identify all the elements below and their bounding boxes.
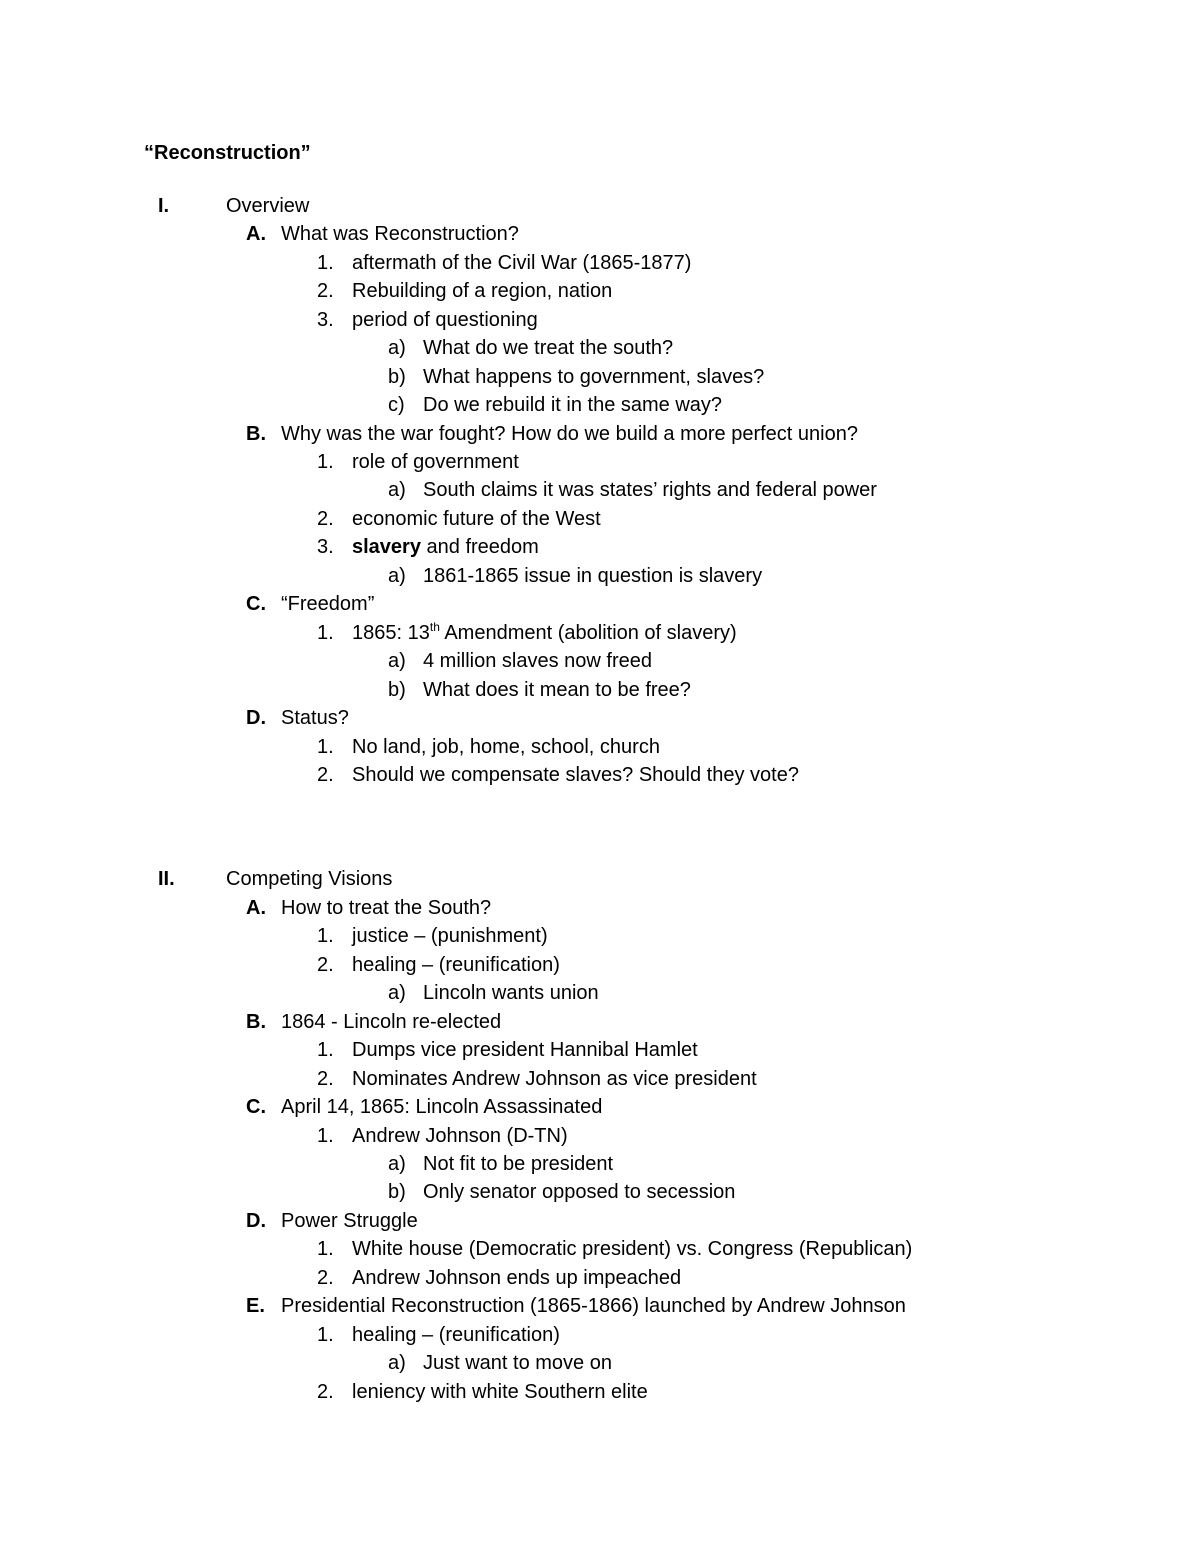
outline-marker: 2.	[317, 764, 334, 786]
outline-text	[352, 1378, 648, 1406]
bold-term: slavery	[352, 536, 421, 558]
superscript: th	[429, 620, 440, 634]
outline-text-main: Rebuilding of a region, nation	[352, 280, 613, 302]
outline-marker: 2.	[317, 1068, 334, 1090]
outline-text	[352, 1321, 560, 1349]
outline-marker: 2.	[317, 1381, 334, 1403]
outline-marker: 1.	[317, 1238, 334, 1260]
outline-text-main: Only senator opposed to secession	[423, 1181, 736, 1203]
outline-marker: b)	[388, 679, 406, 701]
outline-text-main: Presidential Reconstruction (1865-1866) launched by Andrew Johnson	[281, 1295, 906, 1317]
outline-marker: a)	[388, 982, 406, 1004]
outline-text	[281, 590, 374, 618]
outline-marker: 3.	[317, 536, 334, 558]
outline-text-main: 4 million slaves now freed	[423, 650, 652, 672]
outline-text-main: Why was the war fought? How do we build a more perfect union?	[281, 423, 858, 445]
outline-text-main: Do we rebuild it in the same way?	[423, 394, 723, 416]
outline-text	[281, 420, 858, 448]
outline-marker: 1.	[317, 736, 334, 758]
outline-text	[423, 562, 762, 590]
outline-text	[423, 979, 599, 1007]
outline-text-main: justice – (punishment)	[352, 925, 548, 947]
outline-text	[281, 1292, 906, 1320]
outline-marker: I.	[158, 195, 170, 217]
outline-text	[281, 704, 349, 732]
outline-marker: 1.	[317, 925, 334, 947]
outline-marker: C.	[246, 593, 266, 615]
outline-text	[352, 505, 601, 533]
outline-text-main: Andrew Johnson (D-TN)	[352, 1125, 568, 1147]
outline-text-main: and freedom	[420, 536, 539, 558]
outline-text	[226, 865, 392, 893]
outline-text-main: leniency with white Southern elite	[352, 1381, 648, 1403]
outline-text	[352, 306, 538, 334]
outline-marker: a)	[388, 479, 406, 501]
outline-text-main: How to treat the South?	[281, 897, 492, 919]
outline-marker: B.	[246, 423, 266, 445]
outline-marker: c)	[388, 394, 405, 416]
outline-marker: 1.	[317, 252, 334, 274]
outline-text	[352, 277, 612, 305]
outline-marker: D.	[246, 1210, 266, 1232]
outline-text-main: Nominates Andrew Johnson as vice president	[352, 1068, 757, 1090]
outline-marker: a)	[388, 565, 406, 587]
outline-text-main: Just want to move on	[423, 1352, 612, 1374]
outline-marker: 1.	[317, 622, 334, 644]
outline-text	[423, 391, 722, 419]
outline-text-main: What happens to government, slaves?	[423, 366, 765, 388]
outline-text-main: role of government	[352, 451, 519, 473]
outline-text	[352, 761, 799, 789]
outline-text-main: Lincoln wants union	[423, 982, 599, 1004]
outline-text	[423, 476, 877, 504]
outline-text-main: White house (Democratic president) vs. Congress (Republican)	[352, 1238, 913, 1260]
outline-text-main: Not fit to be president	[423, 1153, 614, 1175]
outline-text	[423, 334, 673, 362]
outline-text	[352, 533, 539, 561]
outline-text	[281, 1093, 602, 1121]
outline-text-main: 1864 - Lincoln re-elected	[281, 1011, 502, 1033]
outline-text-main: Dumps vice president Hannibal Hamlet	[352, 1039, 698, 1061]
outline-text-main: April 14, 1865: Lincoln Assassinated	[281, 1096, 603, 1118]
outline-text	[226, 192, 309, 220]
outline-text-main: Power Struggle	[281, 1210, 418, 1232]
outline-text	[352, 1235, 912, 1263]
outline-text-main: Overview	[226, 195, 310, 217]
outline-marker: 1.	[317, 1125, 334, 1147]
outline-text-main: Andrew Johnson ends up impeached	[352, 1267, 682, 1289]
outline-text-main: healing – (reunification)	[352, 954, 560, 976]
outline-text-main: aftermath of the Civil War (1865-1877)	[352, 252, 692, 274]
outline-text	[423, 1178, 735, 1206]
outline-text-after: Amendment (abolition of slavery)	[439, 622, 737, 644]
outline-marker: C.	[246, 1096, 266, 1118]
outline-marker: a)	[388, 337, 406, 359]
outline-text	[352, 1065, 757, 1093]
outline-marker: 1.	[317, 1324, 334, 1346]
outline-text-main: economic future of the West	[352, 508, 601, 530]
outline-text	[352, 249, 691, 277]
outline-text	[352, 922, 548, 950]
outline-marker: b)	[388, 366, 406, 388]
outline-marker: b)	[388, 1181, 406, 1203]
outline-text	[281, 1207, 418, 1235]
outline-text-main: What does it mean to be free?	[423, 679, 691, 701]
outline-text-main: “Freedom”	[281, 593, 375, 615]
outline-text-main: What do we treat the south?	[423, 337, 674, 359]
outline-text	[281, 220, 519, 248]
outline-marker: a)	[388, 1153, 406, 1175]
outline-text	[423, 1349, 612, 1377]
outline-text	[352, 1122, 568, 1150]
outline-text	[352, 1036, 698, 1064]
outline-text	[423, 647, 652, 675]
outline-marker: D.	[246, 707, 266, 729]
outline-text-main: 1861-1865 issue in question is slavery	[423, 565, 763, 587]
outline-text-main: South claims it was states’ rights and federal power	[423, 479, 877, 501]
outline-text	[281, 894, 491, 922]
outline-text-main: period of questioning	[352, 309, 538, 331]
outline-text	[423, 676, 691, 704]
outline-text-main: healing – (reunification)	[352, 1324, 560, 1346]
outline-marker: E.	[246, 1295, 265, 1317]
outline-marker: 2.	[317, 508, 334, 530]
outline-marker: 1.	[317, 1039, 334, 1061]
outline-text	[423, 1150, 613, 1178]
outline-text	[281, 1008, 501, 1036]
outline-marker: B.	[246, 1011, 266, 1033]
outline-marker: II.	[158, 868, 175, 890]
outline-text-main: 1865: 13	[352, 622, 430, 644]
outline-text	[352, 951, 560, 979]
outline-marker: a)	[388, 650, 406, 672]
outline-text-main: Should we compensate slaves? Should they vote?	[352, 764, 799, 786]
outline-marker: 1.	[317, 451, 334, 473]
document-title: “Reconstruction”	[144, 142, 311, 164]
outline-marker: 3.	[317, 309, 334, 331]
outline-text	[423, 363, 764, 391]
outline-text-main: No land, job, home, school, church	[352, 736, 660, 758]
outline-text	[352, 619, 737, 647]
outline-text-main: Status?	[281, 707, 349, 729]
outline-text-main: Competing Visions	[226, 868, 393, 890]
outline-text	[352, 733, 660, 761]
outline-marker: a)	[388, 1352, 406, 1374]
outline-marker: 2.	[317, 954, 334, 976]
outline-text	[352, 1264, 681, 1292]
outline-text	[352, 448, 519, 476]
outline-marker: A.	[246, 223, 266, 245]
outline-text-main: What was Reconstruction?	[281, 223, 519, 245]
outline-marker: A.	[246, 897, 266, 919]
outline-marker: 2.	[317, 1267, 334, 1289]
outline-marker: 2.	[317, 280, 334, 302]
